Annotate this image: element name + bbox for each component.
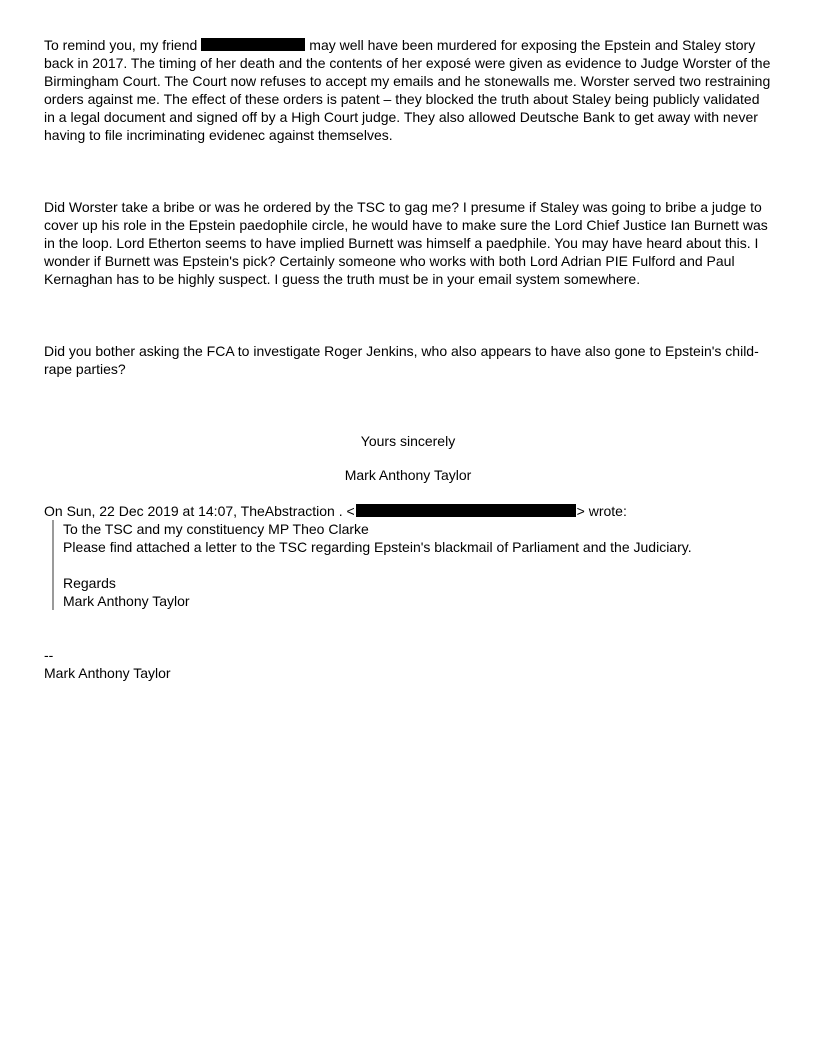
redacted-email-address-bar xyxy=(356,504,576,517)
letter-paragraph-1 xyxy=(44,36,772,144)
quote-sender-name: Mark Anthony Taylor xyxy=(63,593,190,609)
letter-signature: Mark Anthony Taylor xyxy=(344,467,472,483)
para1-text-after-redaction: may well have been murdered for exposing the Epstein and Staley story back in 2017. The timing of her death and the contents of her exposé were given as evidence to Judge Worster of the Birmingham Court. The Court now refuses to accept my emails and he stonewalls me. Worster served two restraining orders against me. The effect of these orders is patent – they blocked the truth about Staley being publicly validated in a legal document and signed off by a High Court judge. They also allowed Deutsche Bank to get away with never having to file incriminating evidenec against themselves. xyxy=(44,37,771,143)
redacted-friend-name-bar xyxy=(201,38,305,51)
signature-block xyxy=(44,646,772,682)
signature-name: Mark Anthony Taylor xyxy=(44,665,171,681)
letter-closing: Yours sincerely xyxy=(360,433,456,449)
quote-line-recipient: To the TSC and my constituency MP Theo Clarke xyxy=(63,521,369,537)
quote-line-message: Please find attached a letter to the TSC regarding Epstein's blackmail of Parliament and the Judiciary. xyxy=(63,539,692,555)
quote-blank-line xyxy=(63,556,772,574)
quote-header-prefix: On Sun, 22 Dec 2019 at 14:07, TheAbstraction . < xyxy=(44,503,355,519)
quoted-email-header xyxy=(44,502,772,520)
letter-paragraph-2: Did Worster take a bribe or was he ordered by the TSC to gag me? I presume if Staley was going to bribe a judge to cover up his role in the Epstein paedophile circle, he would have to make sure the Lord Chief Justice Ian Burnett was in the loop. Lord Etherton seems to have implied Burnett was himself a paedphile. You may have heard about this. I wonder if Burnett was Epstein's pick? Certainly someone who works with both Lord Adrian PIE Fulford and Paul Kernaghan has to be highly suspect. I guess the truth must be in your email system somewhere. xyxy=(44,199,768,287)
signature-divider: -- xyxy=(44,647,54,663)
quote-regards: Regards xyxy=(63,575,116,591)
quoted-email-body xyxy=(52,520,772,610)
quote-header-suffix: > wrote: xyxy=(576,503,627,519)
letter-paragraph-3: Did you bother asking the FCA to investigate Roger Jenkins, who also appears to have also gone to Epstein's child-rape parties? xyxy=(44,343,759,377)
para1-text-before-redaction: To remind you, my friend xyxy=(44,37,198,53)
